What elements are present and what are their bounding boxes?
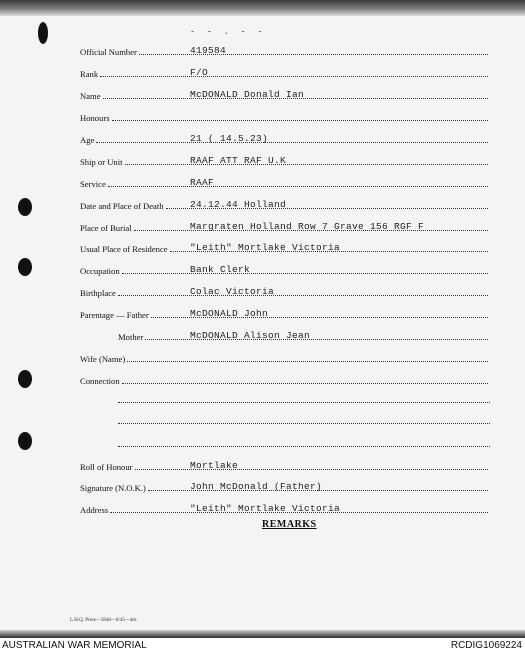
header-mark: - - . - - [190,27,266,37]
footer-record-id: RCDIG1069224 [450,640,522,651]
field-value: John McDonald (Father) [190,481,323,492]
printer-note: L.H.Q. Press—3848—6/45—4m. [70,618,138,623]
field-place-of-burial [80,220,490,234]
field-father [80,307,490,321]
punch-hole-icon [18,198,32,216]
scan-top-edge [0,0,525,16]
connection-line [118,402,490,403]
field-age [80,132,490,146]
field-value: McDONALD John [190,308,269,319]
field-value: RAAF [190,177,215,188]
connection-line [118,423,490,424]
punch-hole-icon [18,258,32,276]
punch-hole-icon [38,22,48,44]
field-label: Place of Burial [80,223,132,233]
field-label: Date and Place of Death [80,201,164,211]
field-label: Usual Place of Residence [80,244,168,254]
field-label: Signature (N.O.K.) [80,483,146,493]
footer-source: AUSTRALIAN WAR MEMORIAL [2,640,147,651]
field-roll-of-honour [80,459,490,473]
punch-hole-icon [18,432,32,450]
field-label: Age [80,135,95,145]
field-birthplace [80,285,490,299]
field-label: Service [80,179,106,189]
field-value: 419584 [190,45,227,56]
field-value: Margraten Holland Row 7 Grave 156 RGF F [190,221,425,232]
field-name [80,88,490,102]
field-mother [118,329,490,343]
field-address [80,502,490,516]
field-label: Ship or Unit [80,157,123,167]
field-label: Rank [80,69,99,79]
field-label: Name [80,91,101,101]
field-value: "Leith" Mortlake Victoria [190,242,341,253]
field-label: Roll of Honour [80,462,133,472]
field-value: 24.12.44 Holland [190,199,287,210]
connection-line [118,446,490,447]
field-wife [80,351,490,365]
field-official-number [80,44,490,58]
field-connection [80,373,490,387]
field-value: 21 ( 14.5.23) [190,133,269,144]
field-label: Address [80,505,109,515]
field-label: Mother [118,332,144,342]
field-value: McDONALD Alison Jean [190,330,311,341]
field-value: Mortlake [190,460,239,471]
remarks-heading: REMARKS [262,519,317,530]
field-value: McDONALD Donald Ian [190,89,305,100]
field-value: "Leith" Mortlake Victoria [190,503,341,514]
field-label: Occupation [80,266,120,276]
field-label: Official Number [80,47,137,57]
field-value: F/O [190,67,209,78]
field-rank [80,66,490,80]
field-label: Wife (Name) [80,354,126,364]
field-signature-nok [80,480,490,494]
field-label: Birthplace [80,288,116,298]
scan-bottom-edge [0,630,525,638]
field-honours [80,110,490,124]
field-usual-residence [80,241,490,255]
field-label: Honours [80,113,110,123]
punch-hole-icon [18,370,32,388]
field-occupation [80,263,490,277]
field-value: Colac Victoria [190,286,275,297]
field-date-place-death [80,198,490,212]
field-value: RAAF ATT RAF U.K [190,155,287,166]
field-ship-or-unit [80,154,490,168]
field-service [80,176,490,190]
field-value: Bank Clerk [190,264,251,275]
field-label: Parentage — Father [80,310,149,320]
field-label: Connection [80,376,120,386]
